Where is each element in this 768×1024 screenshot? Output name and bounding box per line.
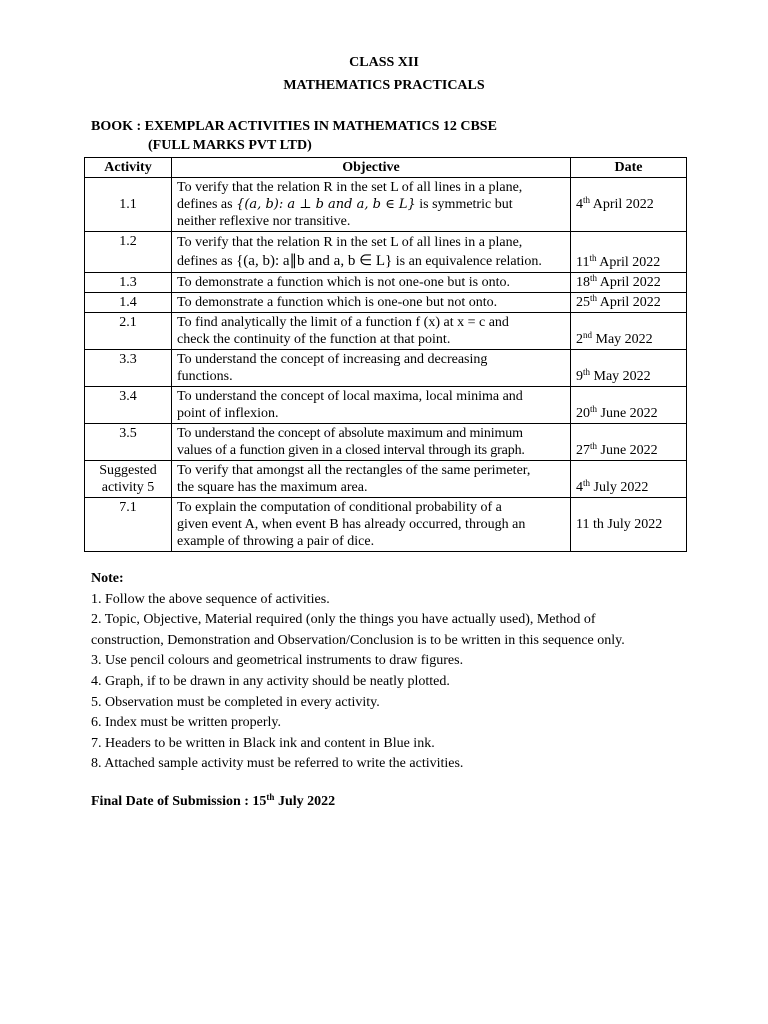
note-item: 3. Use pencil colours and geometrical instruments to draw figures. (91, 653, 464, 669)
activity-cell: 3.3 (85, 350, 172, 387)
objective-cell: To demonstrate a function which is one-one but not onto. (172, 293, 571, 313)
date-cell: 25th April 2022 (571, 293, 687, 313)
book-title: BOOK : EXEMPLAR ACTIVITIES IN MATHEMATICS 12 CBSE (91, 119, 497, 134)
objective-cell: To understand the concept of increasing and decreasing functions. (172, 350, 571, 387)
activity-cell: 1.2 (85, 232, 172, 273)
date-cell: 18th April 2022 (571, 273, 687, 293)
note-item: 8. Attached sample activity must be referred to write the activities. (91, 756, 464, 772)
date-cell: 9th May 2022 (571, 350, 687, 387)
table-row (85, 461, 687, 498)
table-header-row (85, 158, 687, 178)
objective-line: neither reflexive nor transitive. (177, 214, 351, 229)
objective-cell (172, 232, 571, 273)
objective-cell: To demonstrate a function which is not one-one but is onto. (172, 273, 571, 293)
objective-cell (172, 178, 571, 232)
table-row (85, 293, 687, 313)
note-item: construction, Demonstration and Observation/Conclusion is to be written in this sequence only. (91, 632, 625, 648)
table-row (85, 273, 687, 293)
activity-cell: 1.3 (85, 273, 172, 293)
note-item: 2. Topic, Objective, Material required (only the things you have actually used), Method of (91, 612, 596, 628)
table-row (85, 232, 687, 273)
note-item: 5. Observation must be completed in every activity. (91, 694, 380, 710)
activity-cell: 3.4 (85, 387, 172, 424)
class-title: CLASS XII (349, 55, 419, 70)
activity-cell: 1.4 (85, 293, 172, 313)
objective-line: To verify that the relation R in the set L of all lines in a plane, (177, 180, 523, 195)
date-cell: 2nd May 2022 (571, 313, 687, 350)
subject-title: MATHEMATICS PRACTICALS (283, 78, 485, 93)
table-row (85, 387, 687, 424)
activities-table (84, 157, 687, 552)
note-item: 6. Index must be written properly. (91, 715, 281, 731)
note-item: 1. Follow the above sequence of activities. (91, 591, 330, 607)
table-row (85, 178, 687, 232)
relation-formula: {(a, b): a ⊥ b and a, b ∈ L} (236, 197, 416, 212)
objective-cell: To verify that amongst all the rectangles of the same perimeter, the square has the maximum area. (172, 461, 571, 498)
col-header-activity: Activity (85, 158, 172, 178)
date-cell: 27th June 2022 (571, 424, 687, 461)
relation-formula: {(a, b): a∥b and a, b ∈ L} (236, 253, 393, 269)
objective-cell: To understand the concept of local maxima, local minima and point of inflexion. (172, 387, 571, 424)
objective-line: defines as (177, 254, 233, 269)
publisher: (FULL MARKS PVT LTD) (148, 138, 312, 153)
activity-cell: 2.1 (85, 313, 172, 350)
final-submission-date: Final Date of Submission : 15th July 2022 (91, 792, 336, 809)
activity-cell: Suggested activity 5 (85, 461, 172, 498)
table-row (85, 313, 687, 350)
objective-line: defines as (177, 197, 233, 212)
notes-title: Note: (91, 571, 124, 586)
date-cell: 11th April 2022 (571, 232, 687, 273)
activity-cell: 7.1 (85, 498, 172, 552)
notes-section (91, 569, 731, 775)
col-header-date: Date (571, 158, 687, 178)
date-cell: 4th April 2022 (571, 178, 687, 232)
objective-line: To verify that the relation R in the set L of all lines in a plane, (177, 235, 523, 250)
objective-cell: To explain the computation of conditional probability of a given event A, when event B has already occurred, through an example of throwing a pair of dice. (172, 498, 571, 552)
col-header-objective: Objective (172, 158, 571, 178)
date-cell: 4th July 2022 (571, 461, 687, 498)
objective-line: is an equivalence relation. (395, 254, 542, 269)
activity-cell: 1.1 (85, 178, 172, 232)
table-row (85, 498, 687, 552)
note-item: 4. Graph, if to be drawn in any activity should be neatly plotted. (91, 673, 450, 689)
date-cell: 11 th July 2022 (571, 498, 687, 552)
objective-line: is symmetric but (419, 197, 513, 212)
objective-cell: To find analytically the limit of a function f (x) at x = c and check the continuity of the function at that point. (172, 313, 571, 350)
note-item: 7. Headers to be written in Black ink and content in Blue ink. (91, 735, 435, 751)
table-row (85, 424, 687, 461)
table-row (85, 350, 687, 387)
objective-cell: To understand the concept of absolute maximum and minimum values of a function given in a closed interval through its graph. (172, 424, 571, 461)
activity-cell: 3.5 (85, 424, 172, 461)
date-cell: 20th June 2022 (571, 387, 687, 424)
